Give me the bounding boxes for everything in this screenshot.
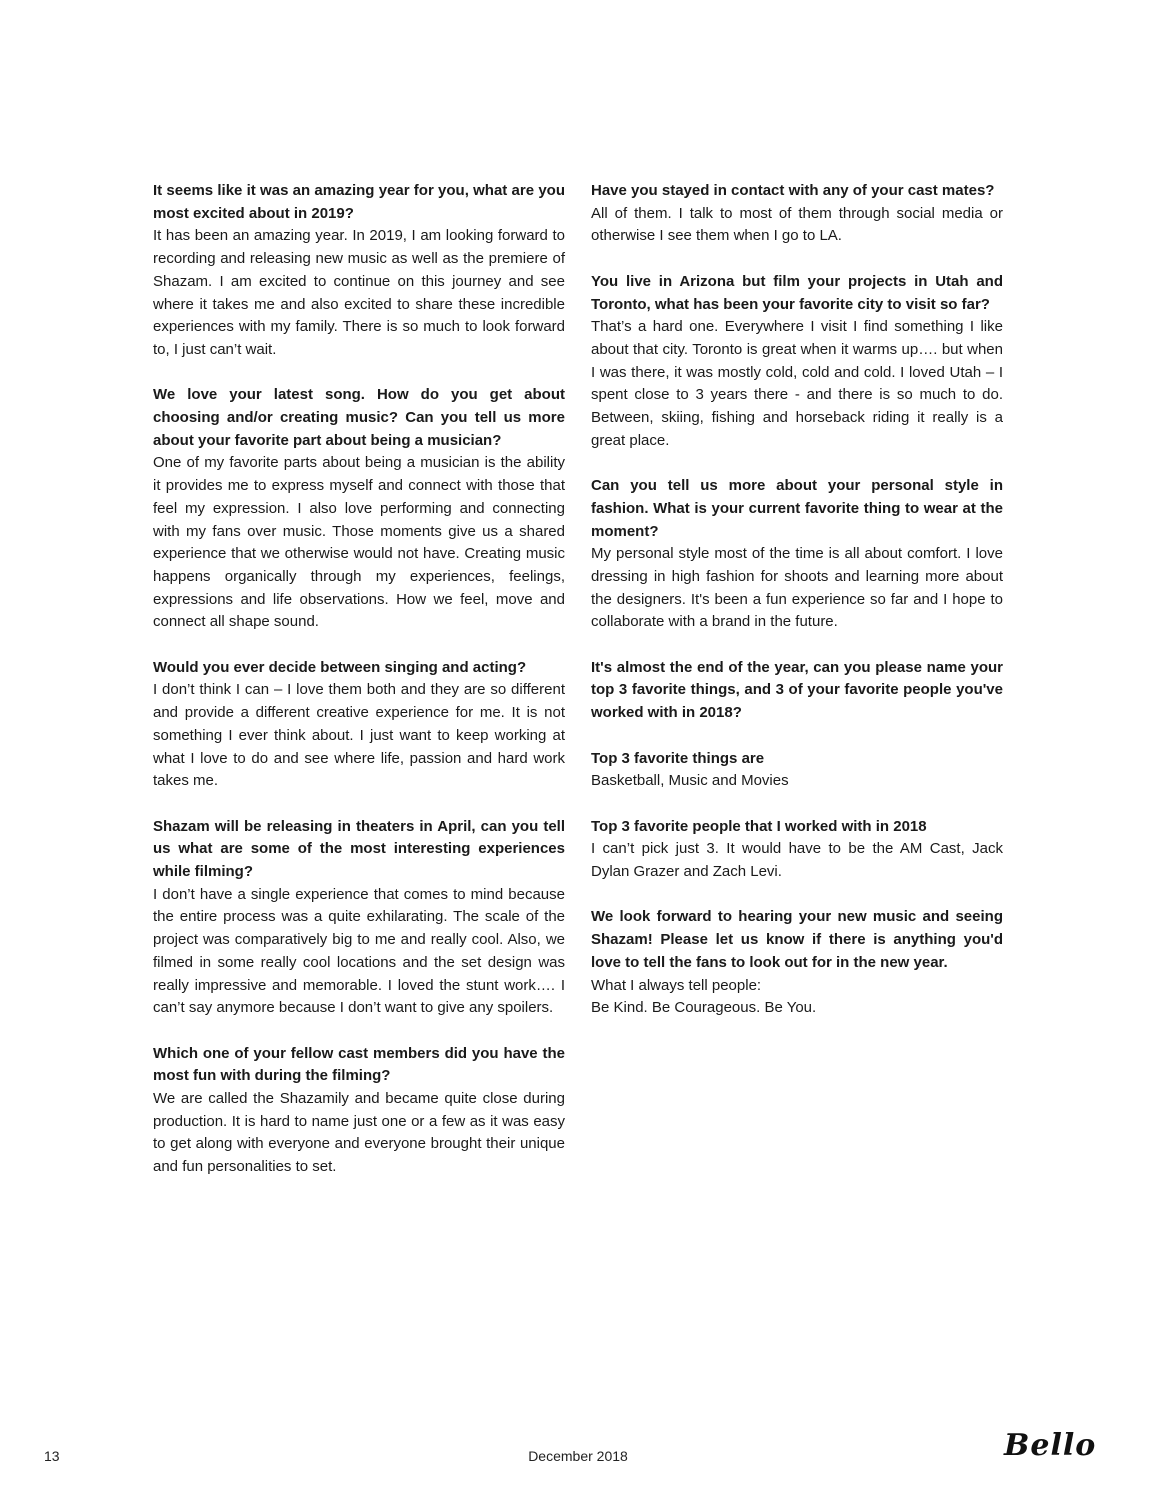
question: You live in Arizona but film your projects in Utah and Toronto, what has been your favorite city to visit so far? — [591, 272, 1003, 313]
question: Shazam will be releasing in theaters in April, can you tell us what are some of the most interesting experiences while filming? — [153, 817, 565, 881]
qa-block — [153, 384, 565, 634]
question: Which one of your fellow cast members did you have the most fun with during the filming? — [153, 1044, 565, 1085]
bello-logo: Bello — [1004, 1428, 1097, 1463]
question: Top 3 favorite people that I worked with in 2018 — [591, 817, 927, 835]
question: We love your latest song. How do you get about choosing and/or creating music? Can you tell us more about your favorite part about being a musician? — [153, 386, 565, 449]
answer: Basketball, Music and Movies — [591, 772, 789, 790]
answer: My personal style most of the time is all about comfort. I love dressing in high fashion for shoots and learning more about the designers. It's been a fun experience so far and I hope to collaborate with a brand in the future. — [591, 545, 1003, 631]
right-column — [591, 180, 1003, 1043]
qa-block — [591, 180, 1003, 248]
question: We look forward to hearing your new music and seeing Shazam! Please let us know if there is anything you'd love to tell the fans to look out for in the new year. — [591, 908, 1003, 971]
qa-block — [153, 657, 565, 793]
page-number: 13 — [44, 1448, 60, 1464]
question: Would you ever decide between singing and acting? — [153, 658, 527, 676]
answer: One of my favorite parts about being a musician is the ability it provides me to express myself and connect with those that feel my expression. I also love performing and connecting with my fans over music. Those moments give us a shared experience that we otherwise would not have. Creating music happens organically through my experiences, feelings, expressions and life observations. How we feel, move and connect all shape sound. — [153, 454, 565, 631]
answer: That’s a hard one. Everywhere I visit I find something I like about that city. Toronto is great when it warms up…. but when I was there, it was mostly cold, cold and cold. I loved Utah – I spent close to 3 years there - and there is so much to do. Between, skiing, fishing and horseback riding it really is a great place. — [591, 318, 1003, 449]
answer-line-2: Be Kind. Be Courageous. Be You. — [591, 999, 817, 1017]
answer: I don’t have a single experience that comes to mind because the entire process was a quite exhilarating. The scale of the project was comparatively big to me and really cool. Also, we filmed in some really cool locations and the set design was really impressive and memorable. I loved the stunt work…. I can’t say anymore because I don’t want to give any spoilers. — [153, 885, 565, 1017]
qa-block — [591, 748, 1003, 793]
qa-block — [591, 657, 1003, 725]
qa-block — [153, 180, 565, 362]
qa-block — [591, 475, 1003, 634]
qa-block — [153, 816, 565, 1020]
left-column — [153, 180, 565, 1202]
qa-block — [591, 271, 1003, 453]
question: It's almost the end of the year, can you please name your top 3 favorite things, and 3 of your favorite people you've worked with in 2018? — [591, 658, 1003, 722]
answer: We are called the Shazamily and became quite close during production. It is hard to name just one or a few as it was easy to get along with everyone and everyone brought their unique and fun personalities to set. — [153, 1090, 565, 1176]
answer: It has been an amazing year. In 2019, I am looking forward to recording and releasing new music as well as the premiere of Shazam. I am excited to continue on this journey and see where it takes me and also excited to share these incredible experiences with my family. There is so much to look forward to, I just can’t wait. — [153, 227, 565, 358]
answer: All of them. I talk to most of them through social media or otherwise I see them when I go to LA. — [591, 204, 1003, 245]
answer: I can’t pick just 3. It would have to be the AM Cast, Jack Dylan Grazer and Zach Levi. — [591, 840, 1003, 881]
qa-block — [153, 1043, 565, 1179]
qa-block — [591, 906, 1003, 1020]
answer: What I always tell people: — [591, 976, 762, 994]
question: Can you tell us more about your personal style in fashion. What is your current favorite thing to wear at the moment? — [591, 477, 1003, 540]
answer: I don’t think I can – I love them both and they are so different and provide a different creative experience for me. It is not something I ever think about. I just want to keep working at what I love to do and see where life, passion and hard work takes me. — [153, 681, 565, 790]
question: It seems like it was an amazing year for you, what are you most excited about in 2019? — [153, 182, 565, 222]
qa-block — [591, 816, 1003, 884]
question: Top 3 favorite things are — [591, 749, 765, 767]
issue-date: December 2018 — [528, 1448, 628, 1464]
question: Have you stayed in contact with any of your cast mates? — [591, 182, 995, 199]
